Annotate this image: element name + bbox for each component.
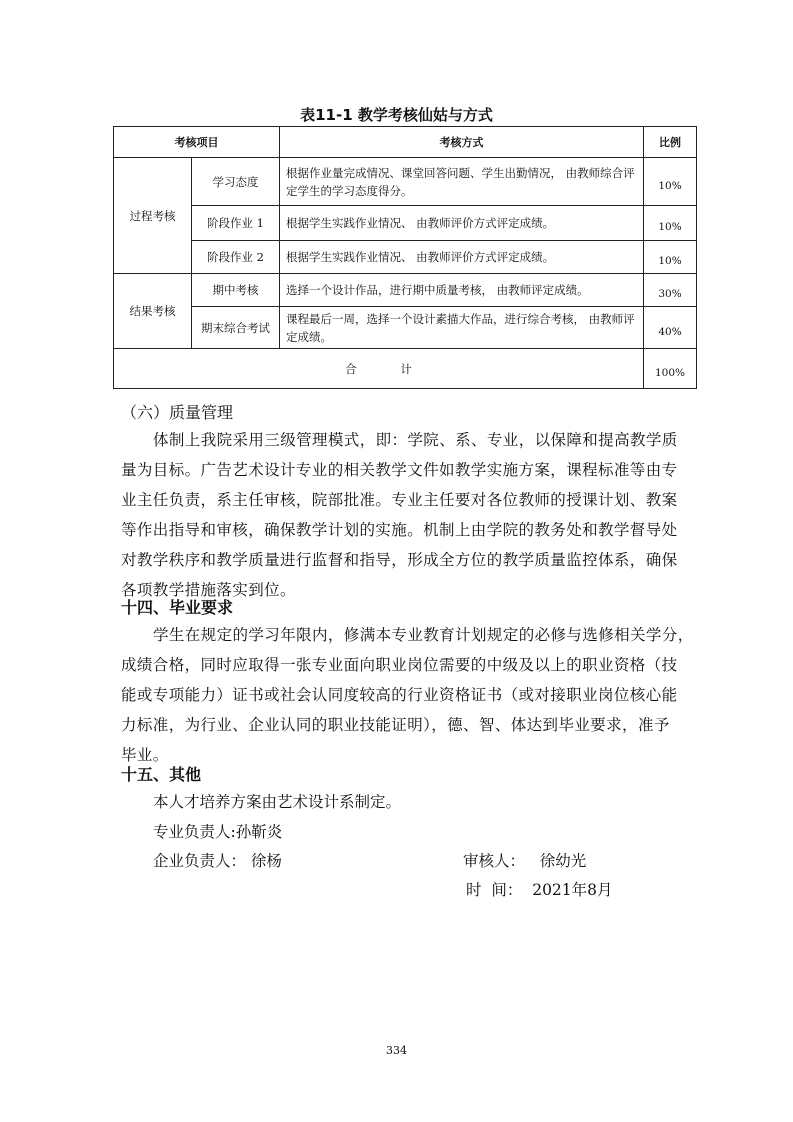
method-cell: 根据学生实践作业情况、 由教师评价方式评定成绩。: [280, 206, 644, 241]
method-cell: 课程最后一周，选择一个设计素描大作品，进行综合考核， 由教师评定成绩。: [280, 307, 644, 349]
sub-item: 学习态度: [192, 158, 280, 206]
paragraph-line: 体制上我院采用三级管理模式，即：学院、系、专业，以保障和提高教学质: [153, 431, 678, 449]
total-ratio: 100%: [644, 349, 697, 389]
paragraph-line: 业主任负责，系主任审核，院部批准。专业主任要对各位教师的授课计划、教案: [121, 491, 678, 509]
sub-item: 阶段作业 2: [192, 241, 280, 274]
method-cell: 选择一个设计作品，进行期中质量考核， 由教师评定成绩。: [280, 274, 644, 307]
method-cell: 根据学生实践作业情况、 由教师评价方式评定成绩。: [280, 241, 644, 274]
enterprise-lead: 企业负责人： 徐杨: [153, 852, 282, 870]
paragraph-line: 力标准，为行业、企业认同的职业技能证明），德、智、体达到毕业要求，准予: [121, 716, 670, 734]
group-process: 过程考核: [114, 158, 192, 274]
major-lead: 专业负责人:孙靳炎: [153, 823, 283, 841]
table-row: [114, 274, 697, 307]
ratio-cell: 10%: [644, 158, 697, 206]
section-other-title: 十五、其他: [121, 765, 202, 784]
paragraph-line: 各项教学措施落实到位。: [121, 581, 296, 599]
table-row: [114, 158, 697, 206]
sub-item: 阶段作业 1: [192, 206, 280, 241]
header-item: 考核项目: [114, 127, 280, 158]
reviewer: 审核人： 徐幼光: [463, 852, 587, 870]
table-row: [114, 307, 697, 349]
table-title: 表11-1 教学考核仙姑与方式: [300, 106, 493, 124]
page-number: 334: [386, 1044, 407, 1057]
sub-item: 期末综合考试: [192, 307, 280, 349]
paragraph-line: 学生在规定的学习年限内，修满本专业教育计划规定的必修与选修相关学分，: [153, 626, 694, 644]
paragraph-line: 对教学秩序和教学质量进行监督和指导，形成全方位的教学质量监控体系，确保: [121, 551, 678, 569]
paragraph-line: 量为目标。广告艺术设计专业的相关教学文件如教学实施方案，课程标准等由专: [121, 461, 678, 479]
paragraph-line: 等作出指导和审核，确保教学计划的实施。机制上由学院的教务处和教学督导处: [121, 521, 678, 539]
paragraph-line: 能或专项能力）证书或社会认同度较高的行业资格证书（或对接职业岗位核心能: [121, 686, 678, 704]
header-method: 考核方式: [280, 127, 644, 158]
table-row: [114, 206, 697, 241]
date: 时 间： 2021年8月: [466, 881, 613, 899]
header-ratio: 比例: [644, 127, 697, 158]
ratio-cell: 40%: [644, 307, 697, 349]
table-header-row: [114, 127, 697, 158]
section-quality-title: （六）质量管理: [121, 403, 234, 422]
total-label: 合 计: [114, 349, 644, 389]
assessment-table: [113, 126, 697, 389]
table-row: [114, 241, 697, 274]
paragraph-line: 成绩合格，同时应取得一张专业面向职业岗位需要的中级及以上的职业资格（技: [121, 656, 678, 674]
ratio-cell: 10%: [644, 206, 697, 241]
section-other-text: 本人才培养方案由艺术设计系制定。: [153, 793, 402, 811]
group-result: 结果考核: [114, 274, 192, 349]
method-cell: 根据作业量完成情况、课堂回答问题、学生出勤情况， 由教师综合评定学生的学习态度得分。: [280, 158, 644, 206]
section-quality-body: [121, 425, 691, 605]
section-graduation-body: [121, 620, 694, 770]
sub-item: 期中考核: [192, 274, 280, 307]
table-total-row: [114, 349, 697, 389]
ratio-cell: 10%: [644, 241, 697, 274]
ratio-cell: 30%: [644, 274, 697, 307]
section-graduation-title: 十四、毕业要求: [121, 598, 234, 617]
paragraph-line: 毕业。: [121, 746, 169, 764]
